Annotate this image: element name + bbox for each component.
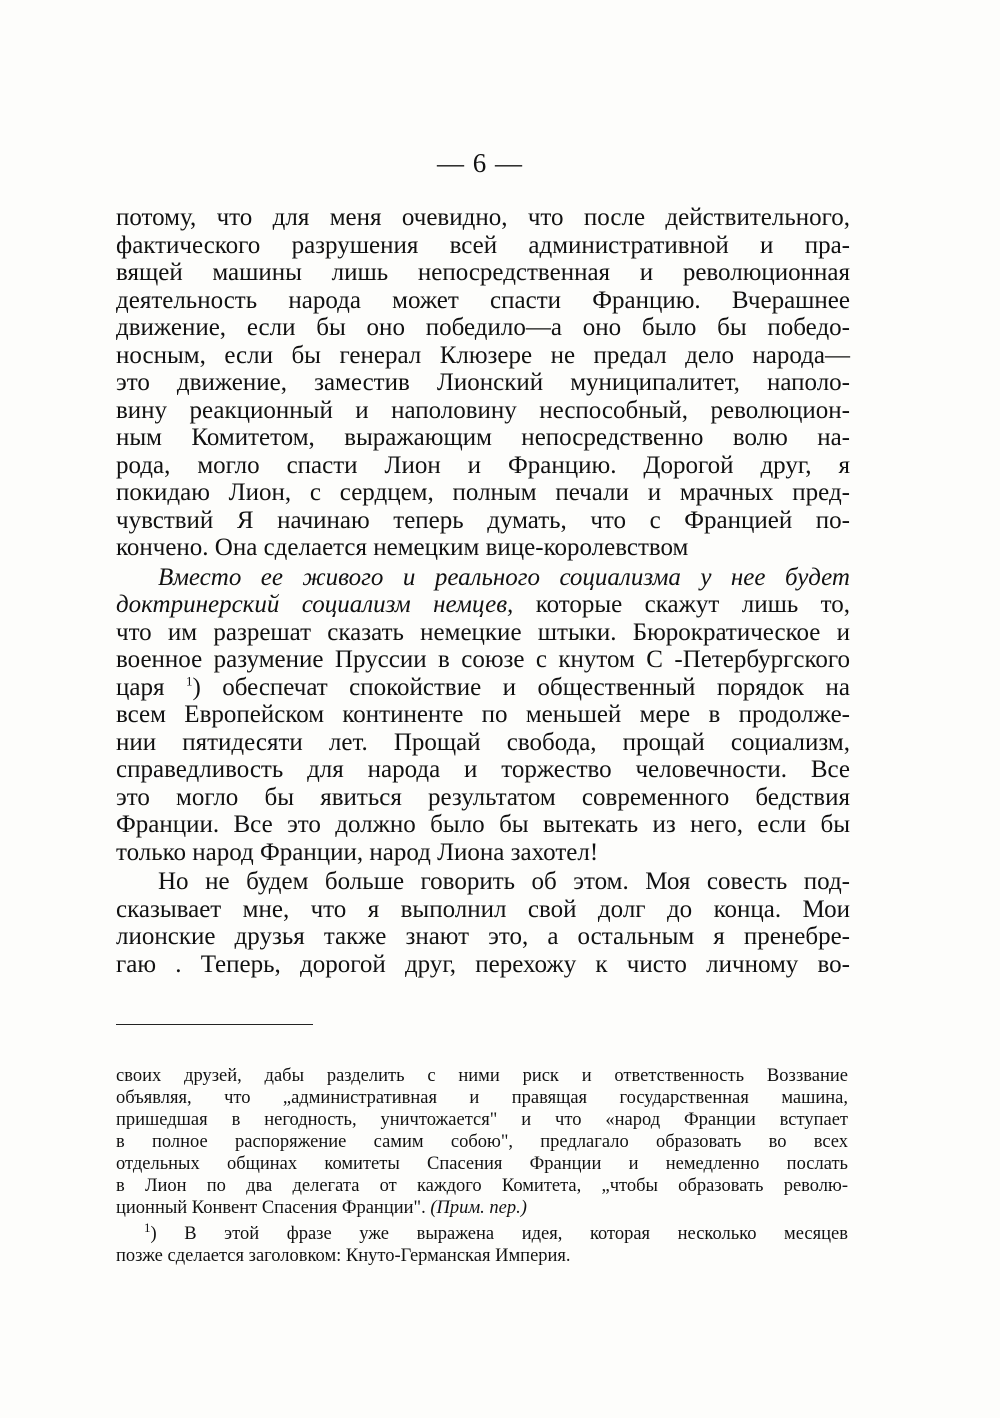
text-line: что им разрешат сказать немецкие штыки. Бюрократическое и bbox=[116, 618, 850, 646]
footnote-line: отдельных общинах комитеты Спасения Франции и немедленно послать bbox=[116, 1154, 848, 1174]
footnote-line: объявляя, что „административная и правящая государственная машина, bbox=[116, 1088, 848, 1108]
text-line: это могло бы явиться результатом современного бедствия bbox=[116, 783, 850, 811]
text-line: справедливость для народа и торжество человечности. Все bbox=[116, 756, 850, 783]
italic-text: Вместо ее живого и реального социализма у нее будет bbox=[158, 563, 850, 591]
page-number: — 6 — bbox=[437, 148, 523, 178]
footnote-divider bbox=[116, 1024, 313, 1025]
footnote-line: в Лион по два делегата от каждого Комитета, „чтобы образовать револю- bbox=[116, 1176, 848, 1196]
footnote-line bbox=[116, 1197, 848, 1219]
footnote-line: пришедшая в негодность, уничтожается" и что «народ Франции вступает bbox=[116, 1110, 848, 1130]
text-line: носным, если бы генерал Клюзере не предал дело народа— bbox=[116, 341, 850, 369]
text-run: которые скажут лишь то, bbox=[513, 591, 850, 618]
text-line: гаю . Теперь, дорогой друг, перехожу к чисто личному во- bbox=[116, 950, 850, 978]
text-line: потому, что для меня очевидно, что после действительного, bbox=[116, 204, 850, 231]
text-line: покидаю Лион, с сердцем, полным печали и мрачных пред- bbox=[116, 479, 850, 506]
text-line: деятельность народа может спасти Францию. Вчерашнее bbox=[116, 286, 850, 314]
text-line bbox=[116, 674, 850, 702]
text-line: Франции. Все это должно было бы вытекать из него, если бы bbox=[116, 811, 850, 838]
text-line: ным Комитетом, выражающим непосредственно волю на- bbox=[116, 424, 850, 451]
footnote-line: позже сделается заголовком: Кнуто-Германская Империя. bbox=[116, 1246, 571, 1266]
text-line: рода, могло спасти Лион и Францию. Дорогой друг, я bbox=[116, 451, 850, 479]
text-line: сказывает мне, что я выполнил свой долг до конца. Мои bbox=[116, 895, 850, 923]
footnote-marker: 1 bbox=[144, 1219, 151, 1235]
footnote-line bbox=[116, 1219, 848, 1245]
translator-note: (Прим. пер.) bbox=[430, 1198, 527, 1218]
main-text bbox=[116, 204, 850, 978]
text-line: чувствий Я начинаю теперь думать, что с Францией по- bbox=[116, 506, 850, 534]
text-line: это движение, заместив Лионский муниципалитет, наполо- bbox=[116, 369, 850, 396]
text-line: фактического разрушения всей административной и пра- bbox=[116, 231, 850, 259]
text-run: ционный Конвент Спасения Франции". bbox=[116, 1198, 431, 1218]
text-line: нии пятидесяти лет. Прощай свобода, прощай социализм, bbox=[116, 728, 850, 756]
footnotes bbox=[116, 1065, 848, 1267]
text-line: кончено. Она сделается немецким вице-королевством bbox=[116, 534, 689, 561]
text-line: Но не будем больше говорить об этом. Моя совесть под- bbox=[158, 868, 850, 895]
footnote-line: в полное распоряжение самим собою", предлагало образовать во всех bbox=[116, 1132, 848, 1152]
text-line bbox=[116, 591, 850, 619]
text-line: военное разумение Пруссии в союзе с кнутом С -Петербургского bbox=[116, 646, 850, 673]
text-line: лионские друзья также знают это, а остальным я пренебре- bbox=[116, 923, 850, 950]
text-line: только народ Франции, народ Лиона захотел! bbox=[116, 838, 599, 866]
text-run: ) обеспечат спокойствие и общественный порядок на bbox=[192, 673, 851, 701]
text-run: царя bbox=[116, 673, 165, 701]
text-line bbox=[116, 564, 850, 592]
italic-text: доктринерский социализм немцев, bbox=[116, 591, 514, 618]
text-line: всем Европейском континенте по меньшей мере в продолже- bbox=[116, 701, 850, 728]
text-line: движение, если бы оно победило—а оно было бы победо- bbox=[116, 314, 850, 341]
footnote-line: своих друзей, дабы разделить с ними риск и ответственность Воззвание bbox=[116, 1066, 848, 1086]
text-line: вину реакционный и наполовину неспособный, революцион- bbox=[116, 396, 850, 424]
text-run: ) В этой фразе уже выражена идея, которая несколько месяцев bbox=[150, 1224, 848, 1244]
text-line: вящей машины лишь непосредственная и революционная bbox=[116, 259, 850, 286]
footnote-marker: 1 bbox=[185, 673, 193, 689]
